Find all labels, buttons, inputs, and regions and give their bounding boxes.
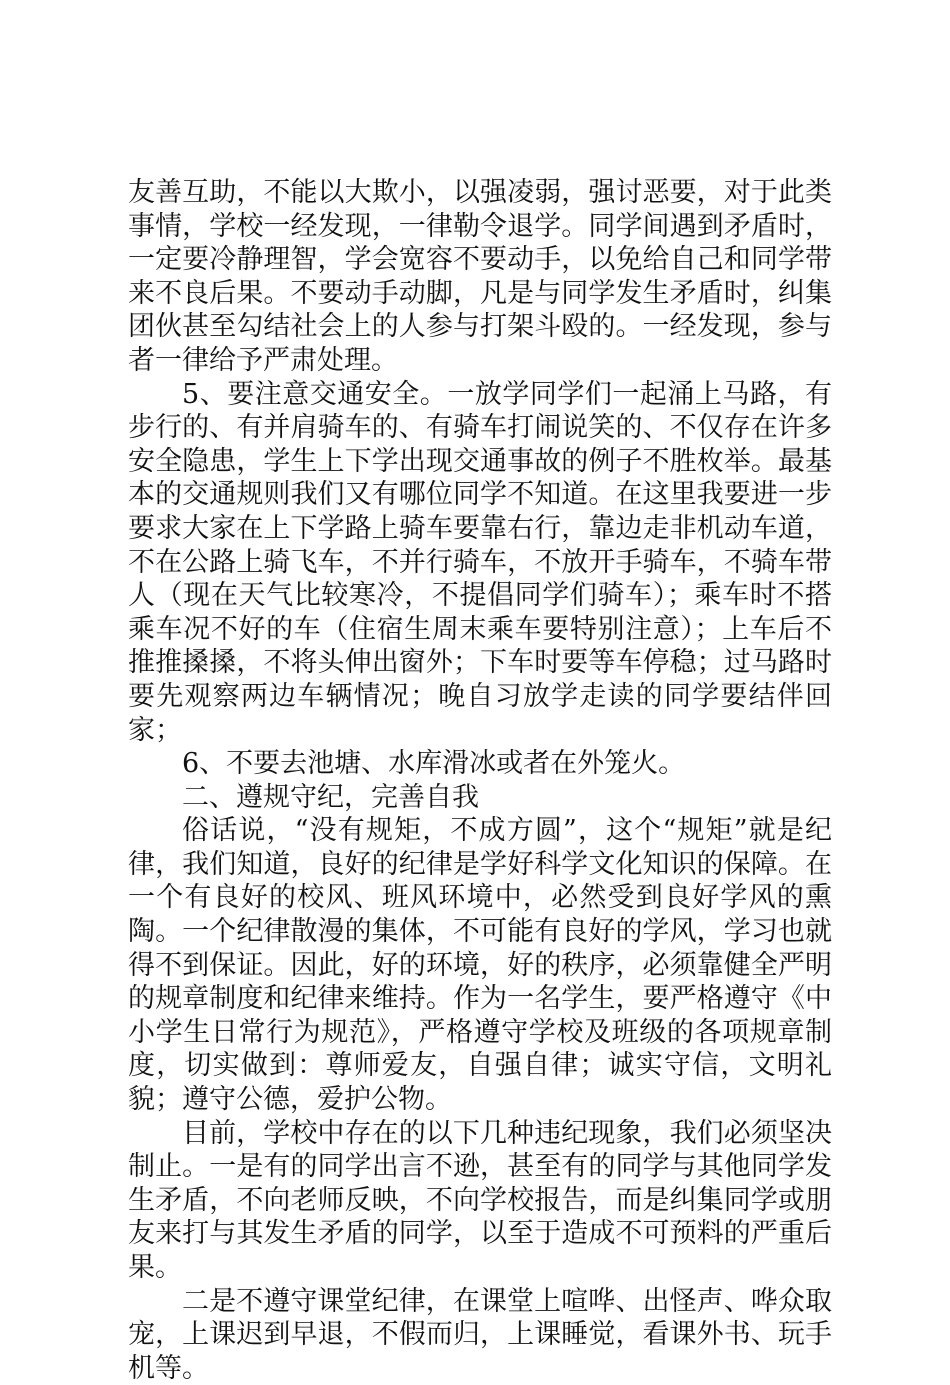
paragraph-classroom-discipline: 二是不遵守课堂纪律，在课堂上喧哗、出怪声、哗众取宠，上课迟到早退，不假而归，上课睡觉，看课外书、玩手机等。 bbox=[128, 1285, 832, 1384]
paragraph-traffic-safety: 5、要注意交通安全。一放学同学们一起涌上马路，有步行的、有并肩骑车的、有骑车打闹说笑的、不仅存在许多安全隐患，学生上下学出现交通事故的例子不胜枚举。最基本的交通规则我们又有哪位同学不知道。在这里我要进一步要求大家在上下学路上骑车要靠右行，靠边走非机动车道，不在公路上骑飞车，不并行骑车，不放开手骑车，不骑车带人（现在天气比较寒冷，不提倡同学们骑车）；乘车时不搭乘车况不好的车（住宿生周末乘车要特别注意）；上车后不推推搡搡，不将头伸出窗外；下车时要等车停稳；过马路时要先观察两边车辆情况；晚自习放学走读的同学要结伴回家； bbox=[128, 378, 832, 746]
paragraph-continuation: 友善互助，不能以大欺小，以强凌弱，强讨恶要，对于此类事情，学校一经发现，一律勒令退学。同学间遇到矛盾时，一定要冷静理智，学会宽容不要动手，以免给自己和同学带来不良后果。不要动手动脚，凡是与同学发生矛盾时，纠集团伙甚至勾结社会上的人参与打架斗殴的。一经发现，参与者一律给予严肃处理。 bbox=[128, 177, 832, 376]
paragraph-rules-proverb: 俗话说，“没有规矩，不成方圆”，这个“规矩”就是纪律，我们知道，良好的纪律是学好科学文化知识的保障。在一个有良好的校风、班风环境中，必然受到良好学风的熏陶。一个纪律散漫的集体，不可能有良好的学风，学习也就得不到保证。因此，好的环境，好的秩序，必须靠健全严明的规章制度和纪律来维持。作为一名学生，要严格遵守《中小学生日常行为规范》，严格遵守学校及班级的各项规章制度，切实做到：尊师爱友，自强自律；诚实守信，文明礼貌；遵守公德，爱护公物。 bbox=[128, 815, 832, 1116]
document-body bbox=[128, 176, 832, 1385]
section-heading-discipline: 二、遵规守纪，完善自我 bbox=[182, 781, 479, 813]
paragraph-no-ice-skating: 6、不要去池塘、水库滑冰或者在外笼火。 bbox=[182, 748, 686, 780]
paragraph-violations: 目前，学校中存在的以下几种违纪现象，我们必须坚决制止。一是有的同学出言不逊，甚至有的同学与其他同学发生矛盾，不向老师反映，不向学校报告，而是纠集同学或朋友来打与其发生矛盾的同学，以至于造成不可预料的严重后果。 bbox=[128, 1117, 832, 1283]
